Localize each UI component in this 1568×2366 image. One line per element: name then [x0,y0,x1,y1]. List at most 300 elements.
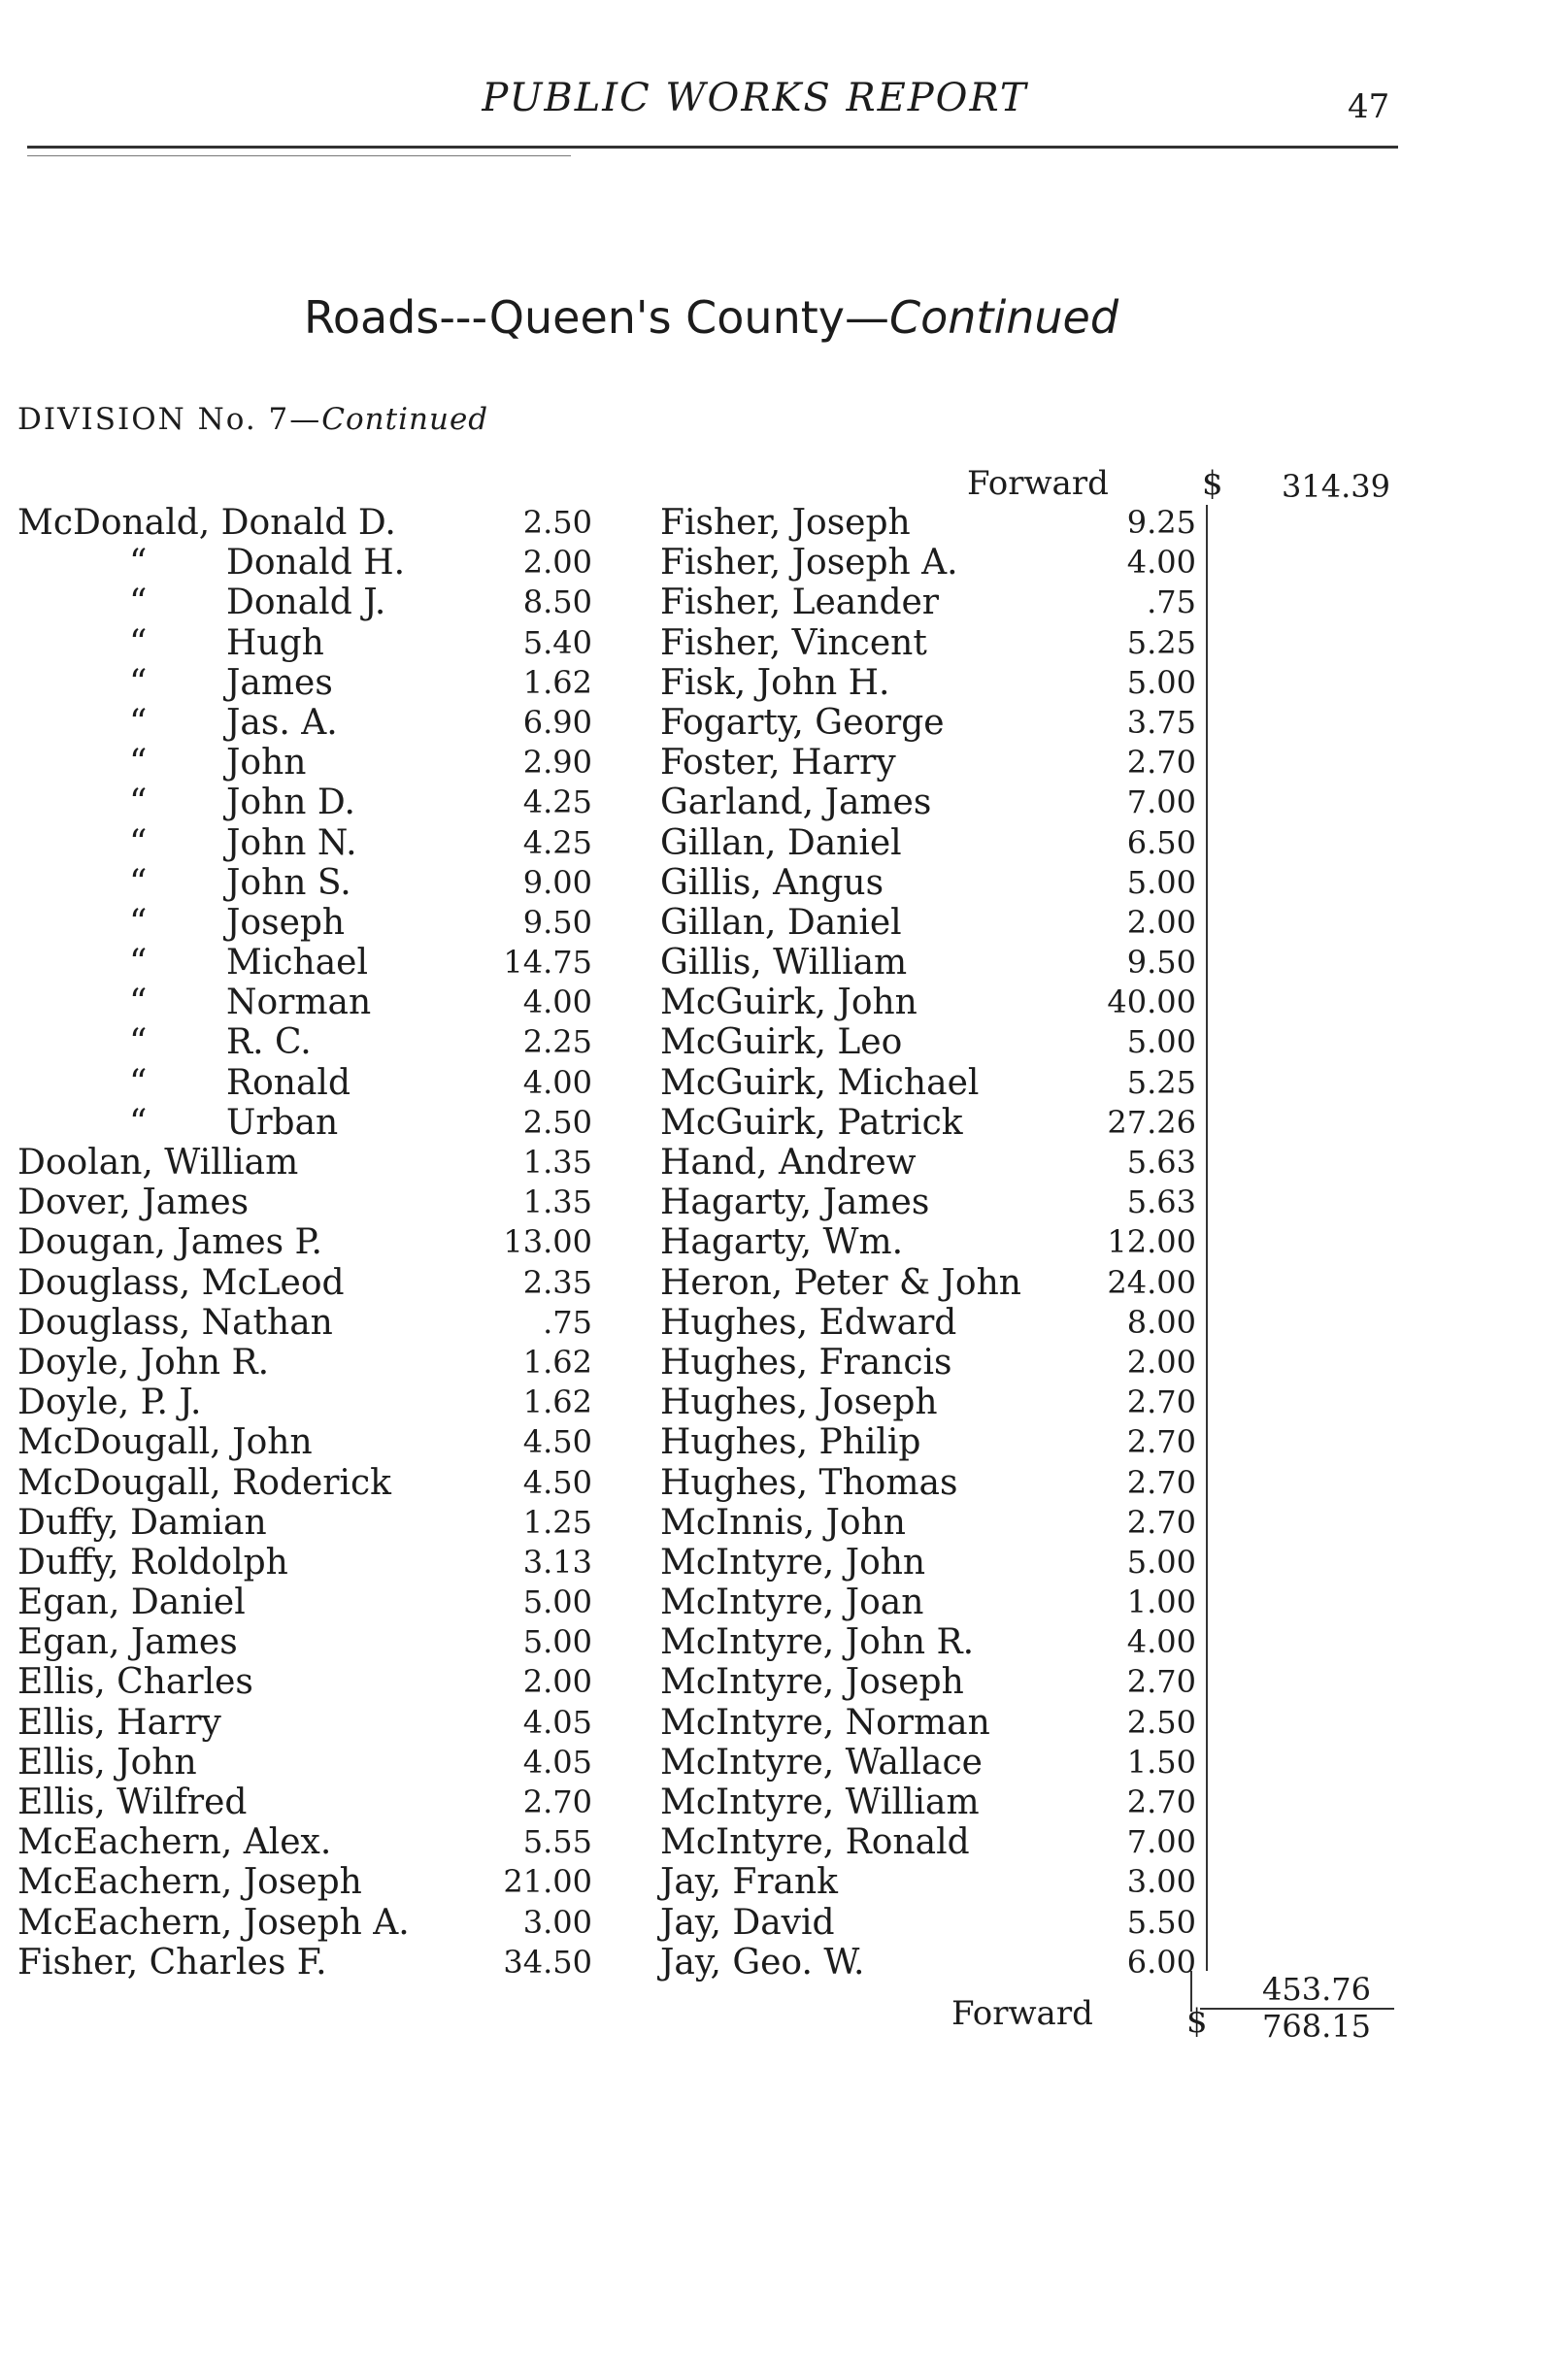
ledger-row [660,1822,1204,1862]
ledger-row [660,583,1204,622]
payee-name [660,983,917,1022]
payee-name-text: Egan, Daniel [17,1583,246,1623]
payee-name-text: John D. [226,783,355,823]
payee-name-text: Michael [226,943,369,983]
payee-name-text: Gillan, Daniel [660,902,902,943]
ledger-row [17,903,610,943]
payment-amount: 4.50 [522,1463,592,1501]
payee-name [660,1583,923,1622]
payee-name [660,783,931,822]
payee-name-text: Fisk, John H. [660,662,890,703]
payee-name-text: McIntyre, Joseph [660,1662,964,1703]
payment-amount: 4.00 [1126,1623,1196,1661]
payee-name-text: Donald J. [226,583,386,623]
ledger-row [660,903,1204,943]
payee-name-text: John S. [226,862,351,903]
header-rule-thin [27,155,571,156]
payment-amount: 4.25 [522,823,592,861]
payee-name [129,543,406,583]
left-ledger-column [17,503,610,1983]
ledger-row [17,503,610,543]
payee-name-text: Hughes, Edward [660,1302,957,1343]
payment-amount: 9.25 [1126,504,1196,541]
header-rule [27,146,1398,149]
payment-amount: 2.70 [522,1783,592,1820]
forward-out-label: Forward [951,1994,1093,2033]
ledger-row [660,1343,1204,1383]
payee-name [17,1183,249,1222]
ledger-row [660,1503,1204,1543]
payee-name [660,1063,979,1103]
payment-amount: 2.00 [1126,903,1196,941]
payee-name-text: Donald H. [226,543,406,583]
page-number: 47 [1348,87,1390,126]
ledger-row [660,1263,1204,1303]
payment-amount: 6.00 [1126,1943,1196,1981]
ditto-mark: “ [129,862,148,903]
payment-amount: 4.50 [522,1423,592,1461]
payee-name [129,1062,350,1103]
payee-name-text: Norman [226,983,372,1023]
ledger-row [660,743,1204,783]
payee-name [660,1263,1021,1303]
payee-name [17,503,396,543]
payment-amount: 5.25 [1126,1063,1196,1101]
payee-name-text: Fisher, Charles F. [17,1942,327,1983]
ditto-mark: “ [129,1022,148,1063]
payee-name-text: Hagarty, Wm. [660,1222,904,1263]
payment-amount: 2.70 [1126,744,1196,782]
ledger-row [17,1422,610,1462]
payment-amount: 4.00 [522,983,592,1021]
payee-name [660,1183,929,1222]
ledger-row [660,1303,1204,1343]
payee-name-text: Garland, James [660,783,932,823]
payment-amount: 5.63 [1126,1144,1196,1181]
payment-amount: .75 [543,1303,592,1341]
ledger-row [660,1622,1204,1662]
forward-out-amount: 768.15 [1262,2008,1371,2045]
ledger-row [660,1662,1204,1702]
payee-name-text: Ellis, Wilfred [17,1783,248,1822]
payment-amount: 8.50 [522,583,592,621]
payment-amount: 24.00 [1107,1263,1196,1301]
payee-name-text: Jay, Frank [660,1862,838,1903]
payee-name-text: Egan, James [17,1622,238,1663]
ledger-row [660,983,1204,1022]
ledger-row [17,1622,610,1662]
payee-name-text: John N. [226,822,357,863]
payee-name [17,1383,201,1422]
ledger-row [660,543,1204,583]
payee-name [129,743,307,783]
payee-name [129,1022,312,1063]
payment-amount: 5.40 [522,623,592,661]
payment-amount: 5.55 [522,1823,592,1861]
payee-name-text: Jay, David [660,1902,835,1943]
ditto-mark: “ [129,662,148,703]
payee-name-text: McGuirk, Leo [660,1022,903,1063]
payee-name-text: Jas. A. [226,702,338,743]
payee-name [660,1862,838,1902]
payee-name-text: McIntyre, Norman [660,1702,990,1743]
payee-name [129,622,324,663]
payee-name-text: Urban [226,1102,339,1143]
payee-name-text: James [226,662,333,703]
amount-column-rule [1206,505,1208,1971]
payee-name-text: Fisher, Leander [660,583,940,623]
ditto-mark: “ [129,622,148,663]
payee-name [17,1783,247,1822]
payee-name-text: Fisher, Vincent [660,622,927,663]
payee-name-text: Gillis, William [660,943,908,983]
payee-name-text: McDougall, John [17,1422,313,1463]
payee-name [17,1422,313,1462]
forward-in-amount: 314.39 [1282,468,1390,505]
ledger-row [660,1103,1204,1143]
ledger-row [17,623,610,663]
payee-name-text: Dover, James [17,1183,250,1223]
payee-name-text: Fogarty, George [660,702,945,743]
payment-amount: 2.90 [522,744,592,782]
payee-name [17,1303,333,1343]
ledger-row [17,1263,610,1303]
payee-name [17,1263,345,1303]
ledger-row [17,1343,610,1383]
ledger-row [17,1022,610,1062]
payee-name-text: McGuirk, Michael [660,1062,980,1103]
payee-name-text: Hand, Andrew [660,1143,917,1183]
payee-name [660,583,939,622]
payee-name [660,1422,920,1462]
payee-name-text: Ronald [226,1062,350,1103]
payee-name [660,1743,983,1783]
payment-amount: 9.50 [522,903,592,941]
ditto-mark: “ [129,822,148,863]
payment-amount: 40.00 [1107,983,1196,1021]
payment-amount: 2.70 [1126,1663,1196,1701]
payee-name-text: Ellis, Charles [17,1662,253,1703]
payment-amount: 34.50 [503,1943,592,1981]
ledger-row [660,663,1204,703]
payee-name-text: Doolan, William [17,1143,299,1183]
payee-name [660,823,902,863]
payment-amount: 2.70 [1126,1423,1196,1461]
payment-amount: 1.50 [1126,1743,1196,1781]
ledger-row [17,863,610,903]
ledger-row [660,783,1204,822]
payment-amount: 5.00 [1126,863,1196,901]
ledger-row [17,1143,610,1183]
ledger-row [17,1463,610,1503]
ledger-row [660,943,1204,983]
payee-name [129,583,386,623]
payee-name [129,862,351,903]
ledger-row [17,1383,610,1422]
payment-amount: 3.13 [522,1543,592,1581]
payee-name [17,1583,246,1622]
ledger-row [660,1022,1204,1062]
payee-name-text: McEachern, Joseph [17,1862,362,1903]
payment-amount: 1.62 [522,1383,592,1421]
payment-amount: 13.00 [503,1223,592,1261]
payee-name [17,1143,298,1183]
payee-name-text: Hughes, Francis [660,1342,952,1383]
ledger-row [17,1703,610,1743]
payee-name-text: McIntyre, Wallace [660,1742,983,1783]
payment-amount: 5.00 [1126,1023,1196,1061]
payee-name-text: McDougall, Roderick [17,1462,391,1503]
ledger-row [660,1183,1204,1222]
payee-name-text: McInnis, John [660,1502,906,1543]
payment-amount: 5.00 [522,1623,592,1661]
payee-name [660,1822,970,1862]
payee-name-text: Hughes, Thomas [660,1462,958,1503]
payee-name [660,1343,951,1383]
payee-name-text: Gillan, Daniel [660,822,902,863]
payee-name-text: Heron, Peter & John [660,1262,1021,1303]
payee-name-text: Doyle, P. J. [17,1383,202,1423]
ledger-row [17,1222,610,1262]
payment-amount: 2.70 [1126,1463,1196,1501]
ditto-mark: “ [129,902,148,943]
ledger-row [17,823,610,863]
payment-amount: 4.00 [522,1063,592,1101]
payment-amount: 4.00 [1126,544,1196,582]
payee-name-text: McDonald, Donald D. [17,503,396,543]
ditto-mark: “ [129,983,148,1023]
division-heading: DIVISION No. 7—Continued [17,402,489,437]
ledger-row [17,1662,610,1702]
payment-amount: 6.90 [522,703,592,741]
payee-name [660,1503,906,1543]
ditto-mark: “ [129,702,148,743]
ledger-row [660,1422,1204,1462]
payee-name [660,903,902,943]
ledger-row [17,1783,610,1822]
payee-name-text: Duffy, Damian [17,1502,267,1543]
ledger-row [660,863,1204,903]
payment-amount: 2.25 [522,1023,592,1061]
payment-amount: 1.35 [522,1183,592,1221]
ditto-mark: “ [129,943,148,983]
payee-name [660,1903,835,1943]
payment-amount: 2.00 [522,544,592,582]
payee-name-text: Fisher, Joseph [660,503,911,543]
payee-name [660,1622,974,1662]
payee-name [660,663,889,703]
ledger-row [17,1862,610,1902]
ditto-mark: “ [129,543,148,583]
ledger-row [17,1103,610,1143]
payment-amount: 9.00 [522,863,592,901]
payment-amount: 2.00 [1126,1343,1196,1381]
payment-amount: 3.00 [1126,1863,1196,1901]
ledger-row [660,1543,1204,1583]
payee-name-text: Hughes, Philip [660,1422,921,1463]
payment-amount: 21.00 [503,1863,592,1901]
ledger-row [660,703,1204,743]
ditto-mark: “ [129,1102,148,1143]
ledger-row [17,1743,610,1783]
payee-name-text: McIntyre, John R. [660,1622,975,1663]
page-subtotal: 453.76 [1262,1971,1371,2008]
payment-amount: 2.70 [1126,1783,1196,1820]
payee-name [660,1022,902,1062]
ditto-mark: “ [129,583,148,623]
ledger-row [17,1583,610,1622]
payee-name-text: R. C. [226,1022,312,1063]
ledger-row [17,1543,610,1583]
payment-amount: 14.75 [503,944,592,982]
payee-name-text: McEachern, Joseph A. [17,1902,410,1943]
payee-name [660,703,945,743]
payment-amount: 2.50 [522,1103,592,1141]
payment-amount: 5.25 [1126,623,1196,661]
payment-amount: 1.62 [522,1343,592,1381]
ledger-row [17,783,610,822]
payment-amount: 4.05 [522,1703,592,1741]
payee-name [129,662,333,703]
ditto-mark: “ [129,783,148,823]
payee-name [660,1143,917,1183]
payment-amount: 5.00 [522,1583,592,1621]
ledger-row [660,503,1204,543]
payee-name [660,623,927,663]
ledger-row [17,983,610,1022]
payment-amount: 7.00 [1126,783,1196,821]
ledger-row [17,1943,610,1983]
payee-name [129,1102,339,1143]
forward-in-dollar: $ [1202,464,1223,503]
payee-name [660,743,896,783]
payee-name [17,1903,410,1943]
payee-name [660,1222,903,1262]
payee-name [129,983,372,1023]
payee-name-text: John [226,743,307,783]
payee-name [129,702,338,743]
payment-amount: 2.50 [522,504,592,541]
payee-name [129,783,355,823]
ledger-row [660,1783,1204,1822]
payee-name [660,503,911,543]
right-ledger-column [660,503,1204,1983]
payee-name [660,1943,864,1983]
ledger-row [17,1303,610,1343]
ledger-row [660,1143,1204,1183]
payee-name-text: Hugh [226,622,324,663]
payment-amount: 1.62 [522,663,592,701]
ledger-row [17,583,610,622]
payee-name [17,1662,253,1702]
payee-name-text: Jay, Geo. W. [660,1942,865,1983]
payment-amount: 5.00 [1126,663,1196,701]
payment-amount: 4.05 [522,1743,592,1781]
payment-amount: 1.00 [1126,1583,1196,1621]
payee-name [660,1703,990,1743]
ledger-row [17,1903,610,1943]
ledger-row [660,1943,1204,1983]
payee-name-text: Ellis, John [17,1742,197,1783]
payment-amount: 2.00 [522,1663,592,1701]
section-title: Roads---Queen's County—Continued [303,291,1119,344]
ditto-mark: “ [129,743,148,783]
payee-name-text: Duffy, Roldolph [17,1542,288,1583]
payment-amount: 3.75 [1126,703,1196,741]
payment-amount: 4.25 [522,783,592,821]
payee-name [17,1862,362,1902]
ledger-row [17,743,610,783]
payment-amount: 12.00 [1107,1223,1196,1261]
ledger-row [17,663,610,703]
ledger-row [17,1183,610,1222]
payee-name [660,1303,956,1343]
forward-out-dollar: $ [1186,2002,1208,2041]
payment-amount: 7.00 [1126,1823,1196,1861]
ledger-row [660,1743,1204,1783]
payee-name-text: McIntyre, Joan [660,1583,924,1623]
payment-amount: 5.63 [1126,1183,1196,1221]
payment-amount: 3.00 [522,1903,592,1941]
payment-amount: .75 [1147,583,1196,621]
payee-name-text: McIntyre, Ronald [660,1822,970,1863]
payee-name-text: Douglass, McLeod [17,1262,345,1303]
ledger-row [660,1583,1204,1622]
ditto-mark: “ [129,1062,148,1103]
payee-name [17,1943,327,1983]
payee-name [660,1463,957,1503]
payee-name [660,863,884,903]
payee-name [660,1543,925,1583]
payee-name [660,1662,964,1702]
payee-name [17,1543,288,1583]
payment-amount: 5.50 [1126,1903,1196,1941]
payee-name-text: Joseph [226,902,346,943]
ledger-row [660,1862,1204,1902]
running-title: PUBLIC WORKS REPORT [482,76,1028,120]
payment-amount: 27.26 [1107,1103,1196,1141]
payee-name [660,943,907,983]
ledger-row [660,623,1204,663]
ledger-row [17,543,610,583]
ledger-row [660,1222,1204,1262]
payee-name [17,1463,391,1503]
ledger-row [660,1903,1204,1943]
payee-name [17,1703,221,1743]
payee-name-text: McIntyre, William [660,1783,980,1822]
payment-amount: 1.25 [522,1503,592,1541]
payee-name [660,1383,938,1422]
payee-name-text: Douglass, Nathan [17,1302,333,1343]
payment-amount: 2.35 [522,1263,592,1301]
payment-amount: 2.50 [1126,1703,1196,1741]
payee-name-text: Foster, Harry [660,743,896,783]
payee-name-text: Gillis, Angus [660,862,884,903]
ledger-row [660,1463,1204,1503]
payment-amount: 1.35 [522,1144,592,1181]
payment-amount: 8.00 [1126,1303,1196,1341]
payee-name-text: McIntyre, John [660,1542,926,1583]
payee-name-text: Hughes, Joseph [660,1383,938,1423]
payment-amount: 5.00 [1126,1543,1196,1581]
ledger-row [660,823,1204,863]
payee-name-text: McGuirk, John [660,983,917,1023]
payee-name [129,822,357,863]
payee-name [17,1343,269,1383]
payee-name-text: McGuirk, Patrick [660,1102,963,1143]
payee-name-text: Hagarty, James [660,1183,930,1223]
ledger-row [660,1063,1204,1103]
